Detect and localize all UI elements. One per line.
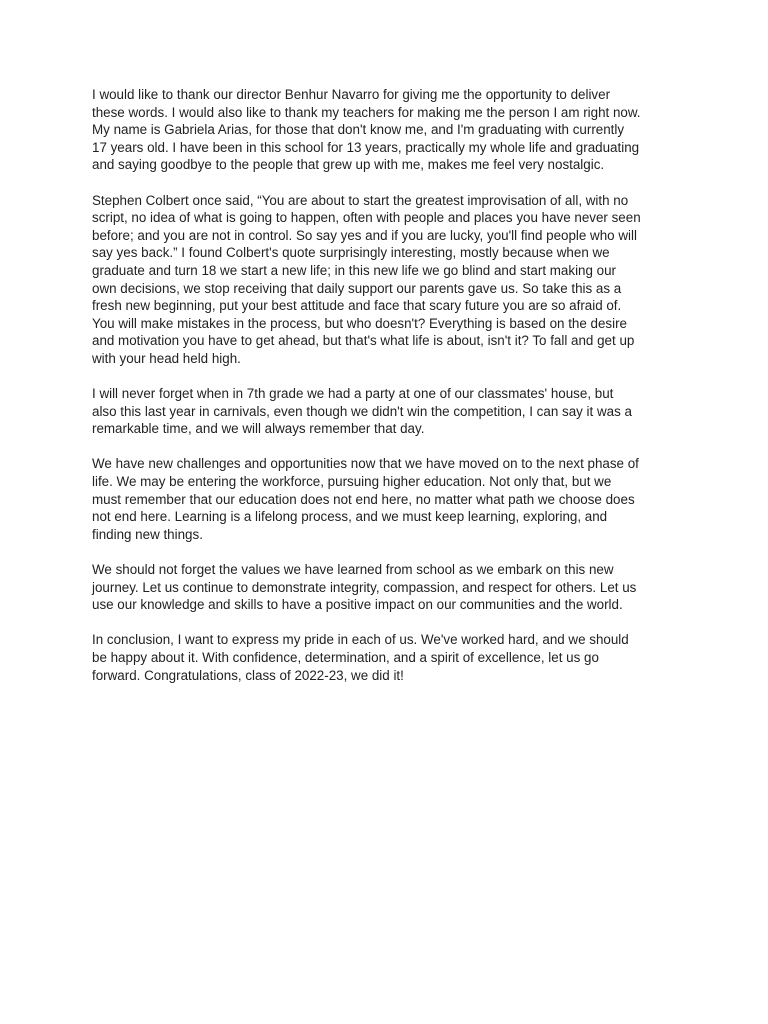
paragraph-memories: I will never forget when in 7th grade we had a party at one of our classmates' house, but also this last year in carnivals, even though we didn't win the competition, I can say it was a remarkable time, and we will always remember that day.	[92, 386, 632, 437]
paragraph-conclusion: In conclusion, I want to express my pride in each of us. We've worked hard, and we should be happy about it. With confidence, determination, and a spirit of excellence, let us go forward. Congratulations, class of 2022-23, we did it!	[92, 632, 629, 683]
paragraph-values: We should not forget the values we have learned from school as we embark on this new journey. Let us continue to demonstrate integrity, compassion, and respect for others. Let us use our knowledge and skills to have a positive impact on our communities and the world.	[92, 562, 637, 613]
paragraph-colbert-quote: Stephen Colbert once said, “You are about to start the greatest improvisation of all, with no script, no idea of what is going to happen, often with people and places you have never seen before; and you are not in control. So say yes and if you are lucky, you'll find people who will say yes back.” I found Colbert's quote surprisingly interesting, mostly because when we graduate and turn 18 we start a new life; in this new life we go blind and start making our own decisions, we stop receiving that daily support our parents gave us. So take this as a fresh new beginning, put your best attitude and face that scary future you are so afraid of. You will make mistakes in the process, but who doesn't? Everything is based on the desire and motivation you have to get ahead, but that's what life is about, isn't it? To fall and get up with your head held high.	[92, 192, 641, 366]
paragraph-new-challenges: We have new challenges and opportunities now that we have moved on to the next phase of life. We may be entering the workforce, pursuing higher education. Not only that, but we must remember that our education does not end here, no matter what path we choose does not end here. Learning is a lifelong process, and we must keep learning, exploring, and finding new things.	[92, 456, 639, 542]
speech-body	[92, 86, 682, 702]
paragraph-introduction: I would like to thank our director Benhur Navarro for giving me the opportunity to deliver these words. I would also like to thank my teachers for making me the person I am right now. My name is Gabriela Arias, for those that don't know me, and I'm graduating with currently 17 years old. I have been in this school for 13 years, practically my whole life and graduating and saying goodbye to the people that grew up with me, makes me feel very nostalgic.	[92, 87, 641, 173]
